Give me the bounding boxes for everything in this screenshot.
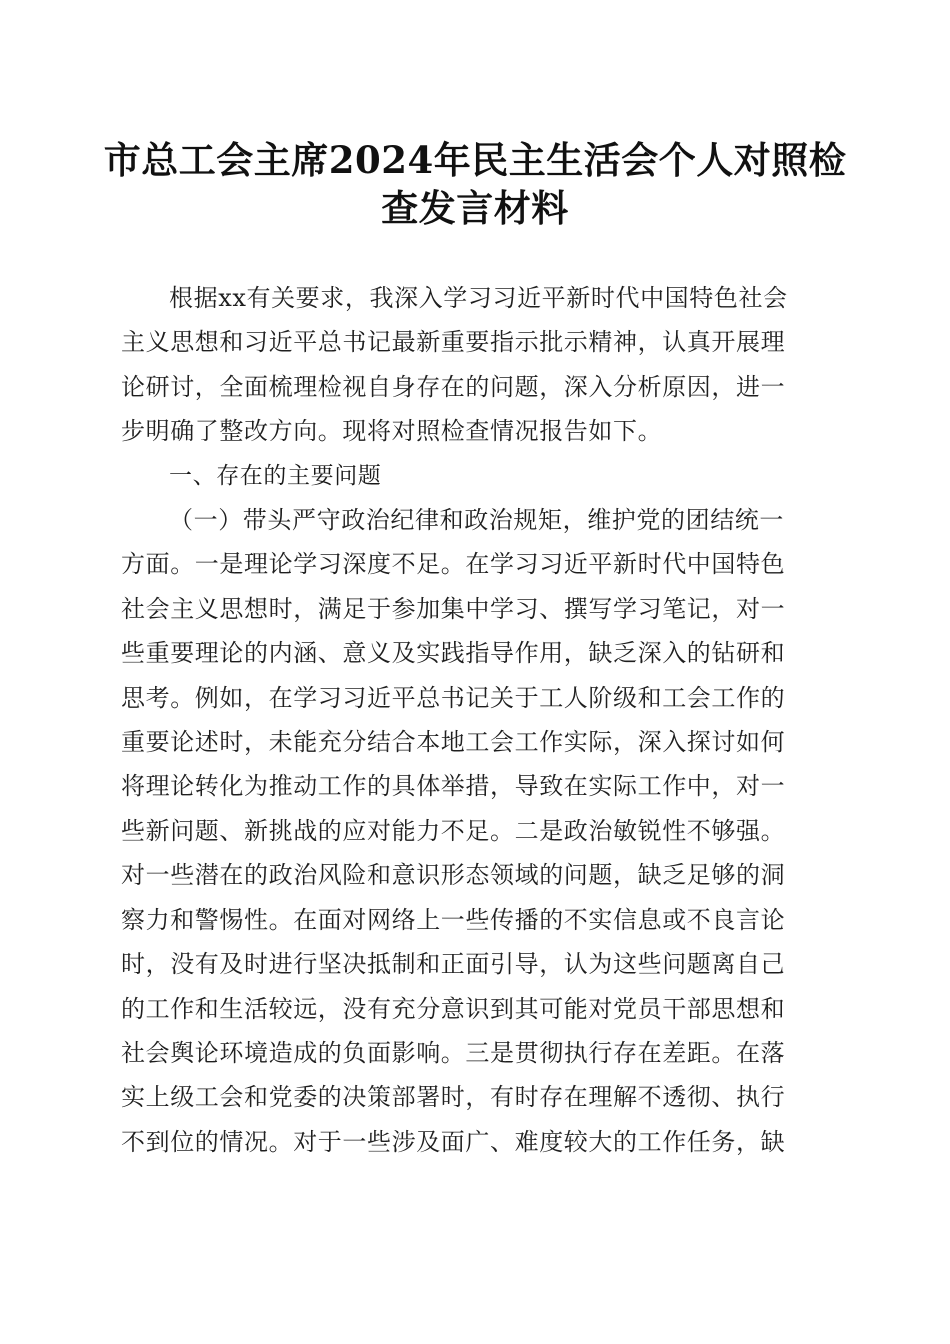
body-line: 思考。例如，在学习习近平总书记关于工人阶级和工会工作的 bbox=[121, 683, 786, 712]
body-line: （一）带头严守政治纪律和政治规矩，维护党的团结统一 bbox=[169, 506, 784, 535]
document-body bbox=[121, 276, 821, 1164]
body-line: 时，没有及时进行坚决抵制和正面引导，认为这些问题离自己 bbox=[121, 950, 786, 979]
title-line-1: 市总工会主席2024年民主生活会个人对照检 bbox=[103, 138, 847, 182]
body-line: 些新问题、新挑战的应对能力不足。二是政治敏锐性不够强。 bbox=[121, 816, 786, 845]
body-line: 实上级工会和党委的决策部署时，有时存在理解不透彻、执行 bbox=[121, 1083, 786, 1112]
title-line-2: 查发言材料 bbox=[381, 186, 569, 230]
body-line: 社会舆论环境造成的负面影响。三是贯彻执行存在差距。在落 bbox=[121, 1038, 786, 1067]
intro-line: 步明确了整改方向。现将对照检查情况报告如下。 bbox=[121, 417, 663, 446]
body-line: 重要论述时，未能充分结合本地工会工作实际，深入探讨如何 bbox=[121, 728, 786, 757]
body-line: 些重要理论的内涵、意义及实践指导作用，缺乏深入的钻研和 bbox=[121, 639, 786, 668]
body-line: 不到位的情况。对于一些涉及面广、难度较大的工作任务，缺 bbox=[121, 1127, 786, 1156]
intro-line: 根据xx有关要求，我深入学习习近平新时代中国特色社会 bbox=[169, 284, 788, 312]
section-heading: 一、存在的主要问题 bbox=[169, 462, 382, 489]
body-line: 社会主义思想时，满足于参加集中学习、撰写学习笔记，对一 bbox=[121, 594, 786, 623]
body-line: 将理论转化为推动工作的具体举措，导致在实际工作中，对一 bbox=[121, 772, 786, 801]
intro-line: 论研讨，全面梳理检视自身存在的问题，深入分析原因，进一 bbox=[121, 372, 786, 401]
body-line: 对一些潜在的政治风险和意识形态领域的问题，缺乏足够的洞 bbox=[121, 861, 786, 890]
body-line: 方面。一是理论学习深度不足。在学习习近平新时代中国特色 bbox=[121, 550, 786, 579]
body-line: 察力和警惕性。在面对网络上一些传播的不实信息或不良言论 bbox=[121, 905, 786, 934]
intro-line: 主义思想和习近平总书记最新重要指示批示精神，认真开展理 bbox=[121, 328, 786, 357]
document-title bbox=[100, 136, 850, 232]
body-line: 的工作和生活较远，没有充分意识到其可能对党员干部思想和 bbox=[121, 994, 786, 1023]
